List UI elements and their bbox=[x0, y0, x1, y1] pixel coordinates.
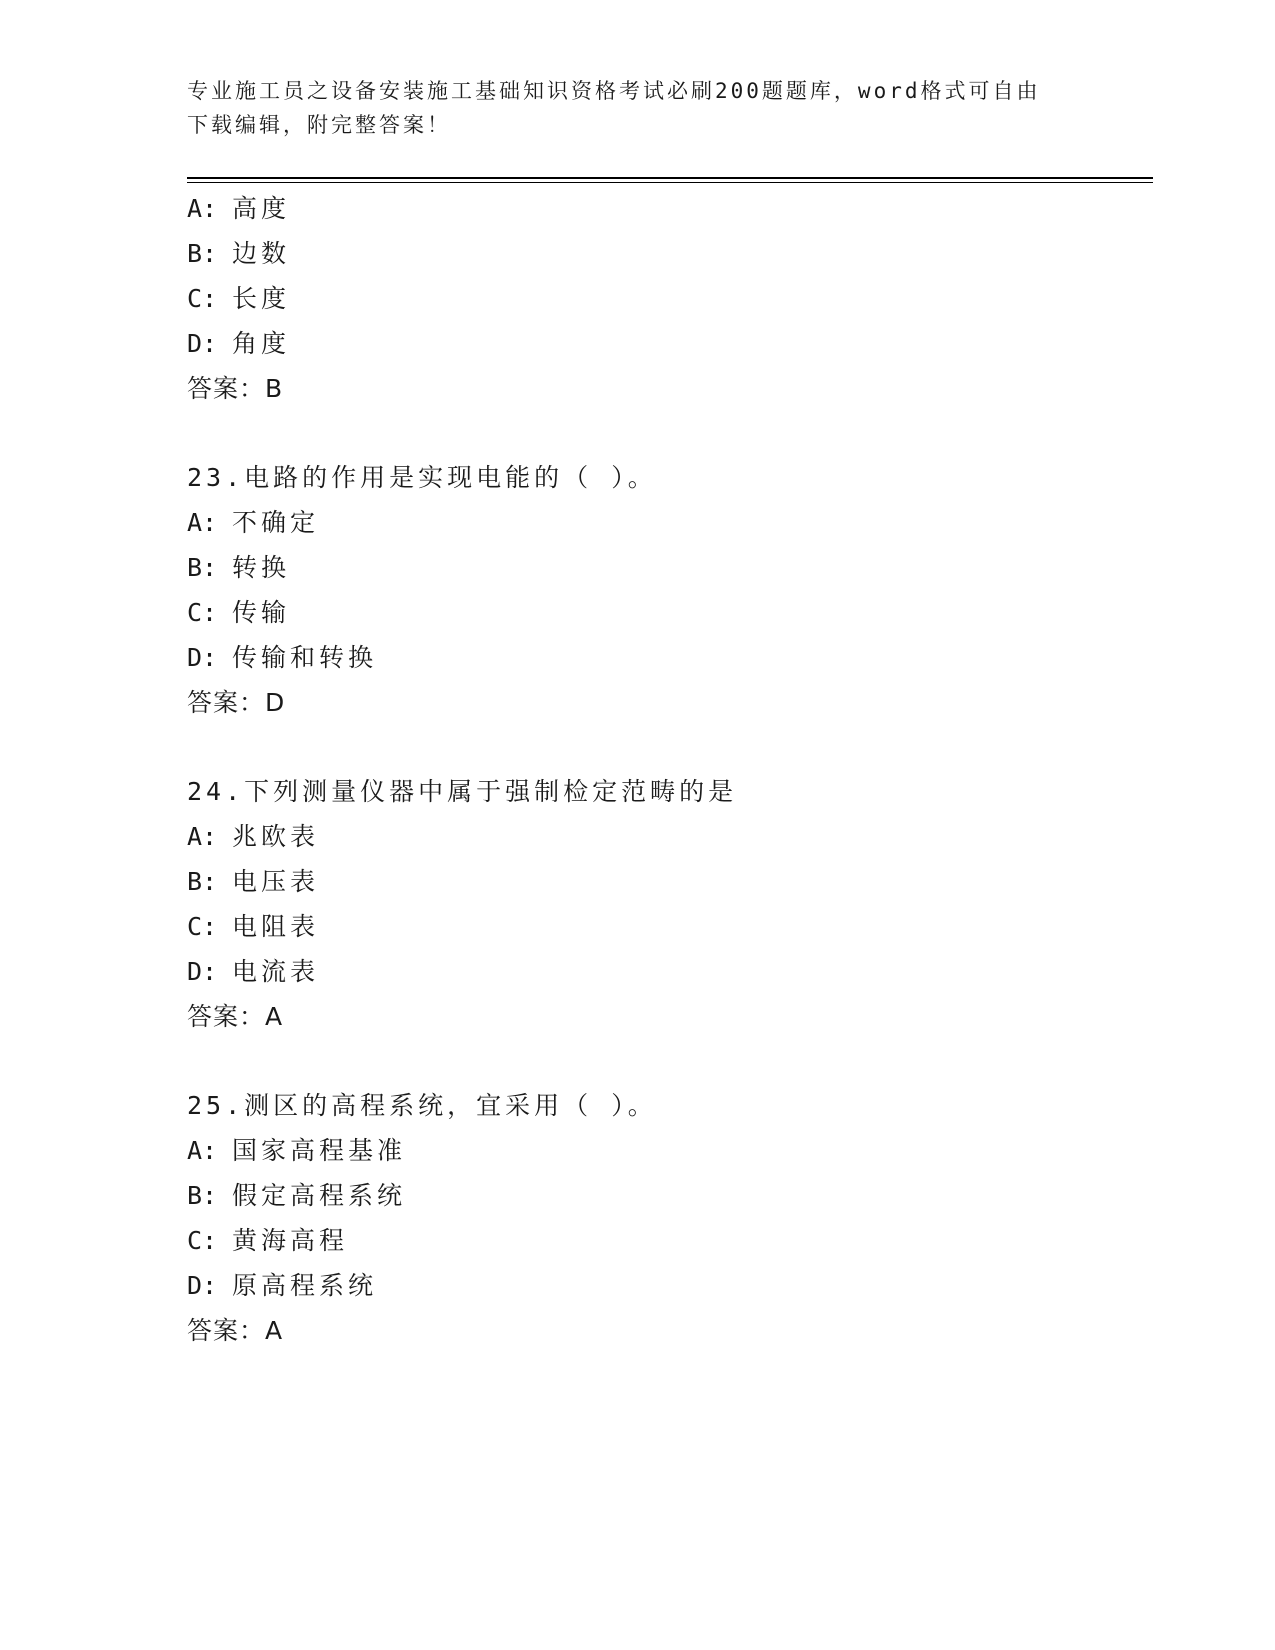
option-b: B: 转换 bbox=[187, 553, 291, 582]
header-divider-top bbox=[187, 177, 1153, 179]
option-a: A: 兆欧表 bbox=[187, 822, 320, 851]
header-line-2: 下载编辑，附完整答案！ bbox=[187, 113, 451, 137]
option-d: D: 传输和转换 bbox=[187, 643, 378, 672]
option-d: D: 原高程系统 bbox=[187, 1271, 378, 1300]
option-a: A: 不确定 bbox=[187, 508, 320, 537]
answer-label: 答案：D bbox=[187, 688, 286, 717]
header-line-1: 专业施工员之设备安装施工基础知识资格考试必刷200题题库，word格式可自由 bbox=[187, 79, 1041, 103]
header-divider-bottom bbox=[187, 182, 1153, 183]
document-header bbox=[187, 74, 1087, 142]
option-b: B: 边数 bbox=[187, 239, 291, 268]
answer-label: 答案：B bbox=[187, 374, 284, 403]
question-stem: 24.下列测量仪器中属于强制检定范畴的是 bbox=[187, 777, 738, 806]
answer-label: 答案：A bbox=[187, 1002, 284, 1031]
option-b: B: 假定高程系统 bbox=[187, 1181, 407, 1210]
option-c: C: 黄海高程 bbox=[187, 1226, 349, 1255]
answer-label: 答案：A bbox=[187, 1316, 284, 1345]
question-stem: 25.测区的高程系统，宜采用（ ）。 bbox=[187, 1091, 657, 1120]
option-c: C: 长度 bbox=[187, 284, 291, 313]
option-a: A: 高度 bbox=[187, 194, 291, 223]
option-b: B: 电压表 bbox=[187, 867, 320, 896]
question-stem: 23.电路的作用是实现电能的（ ）。 bbox=[187, 463, 657, 492]
option-a: A: 国家高程基准 bbox=[187, 1136, 407, 1165]
option-d: D: 角度 bbox=[187, 329, 291, 358]
option-c: C: 电阻表 bbox=[187, 912, 320, 941]
option-d: D: 电流表 bbox=[187, 957, 320, 986]
option-c: C: 传输 bbox=[187, 598, 291, 627]
